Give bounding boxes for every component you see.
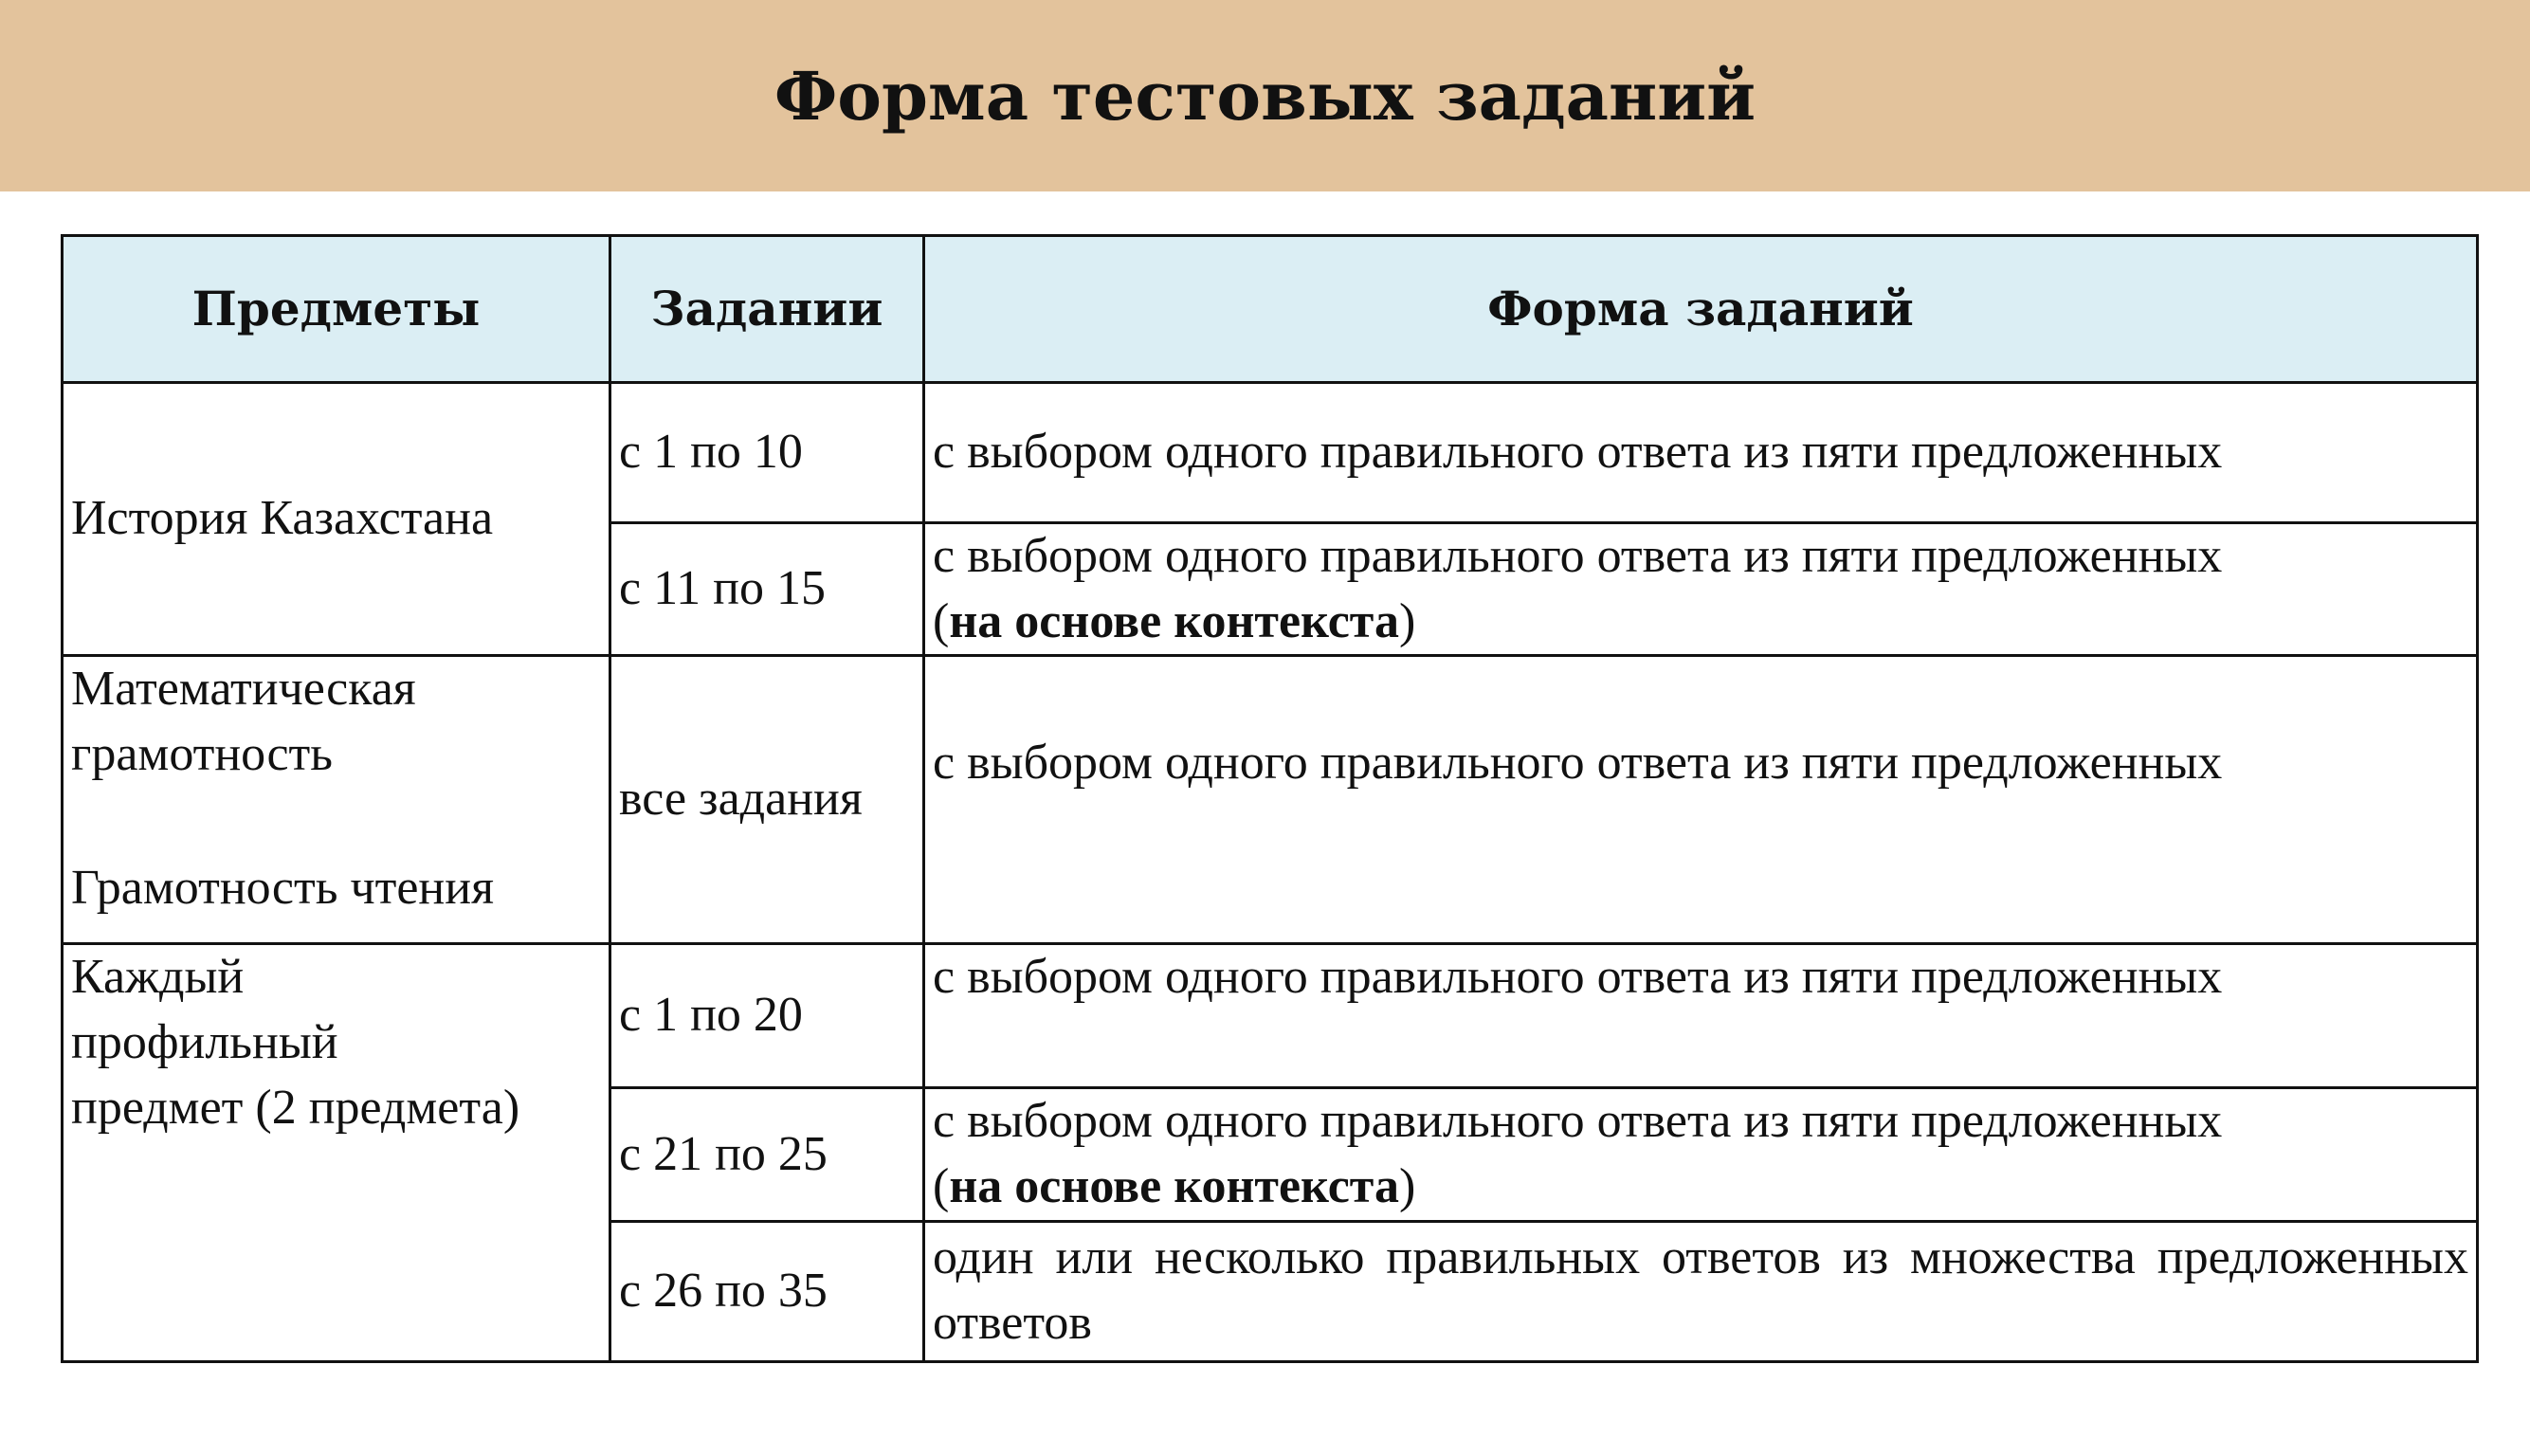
- form-cell: [924, 523, 2478, 656]
- header-subjects: Предметы: [63, 236, 610, 383]
- form-note-bold: на основе контекста: [949, 593, 1399, 648]
- form-note-bold: на основе контекста: [949, 1158, 1399, 1213]
- range-cell: с 11 по 15: [610, 523, 924, 656]
- note-open: (: [933, 1158, 950, 1213]
- table-row: [63, 944, 2478, 1088]
- form-text: с выбором одного правильного ответа из пяти предложенных: [933, 529, 2223, 583]
- subject-label: История Казахстана: [71, 491, 494, 546]
- range-cell: с 1 по 20: [610, 944, 924, 1088]
- range-cell: с 1 по 10: [610, 383, 924, 523]
- header-task-form: Форма заданий: [924, 236, 2478, 383]
- header-row: [63, 236, 2478, 383]
- subject-label: Математическая: [71, 662, 416, 717]
- note-open: (: [933, 593, 950, 648]
- form-cell: один или несколько правильных ответов из множества предложенных ответов: [924, 1221, 2478, 1361]
- subject-cell: [63, 944, 610, 1361]
- subject-label: Грамотность чтения: [71, 860, 494, 915]
- title-banner: [0, 0, 2530, 191]
- form-cell: с выбором одного правильного ответа из пяти предложенных: [924, 656, 2478, 944]
- note-close: ): [1398, 1158, 1416, 1213]
- subject-label: Каждый: [71, 950, 245, 1005]
- range-cell: все задания: [610, 656, 924, 944]
- page-title: Форма тестовых заданий: [774, 56, 1756, 136]
- subject-label: грамотность: [71, 726, 333, 781]
- header-tasks: Задании: [610, 236, 924, 383]
- form-cell: [924, 1088, 2478, 1221]
- form-text: с выбором одного правильного ответа из пяти предложенных: [933, 1094, 2223, 1149]
- range-cell: с 26 по 35: [610, 1221, 924, 1361]
- subject-cell: [63, 656, 610, 944]
- note-close: ): [1398, 593, 1416, 648]
- range-cell: с 21 по 25: [610, 1088, 924, 1221]
- table-row: [63, 656, 2478, 944]
- form-cell: с выбором одного правильного ответа из пяти предложенных: [924, 383, 2478, 523]
- subject-cell: [63, 383, 610, 656]
- form-cell: с выбором одного правильного ответа из пяти предложенных: [924, 944, 2478, 1088]
- table-row: [63, 383, 2478, 523]
- subject-label: профильный: [71, 1014, 338, 1069]
- test-forms-table: [61, 234, 2479, 1363]
- subject-label: предмет (2 предмета): [71, 1080, 520, 1135]
